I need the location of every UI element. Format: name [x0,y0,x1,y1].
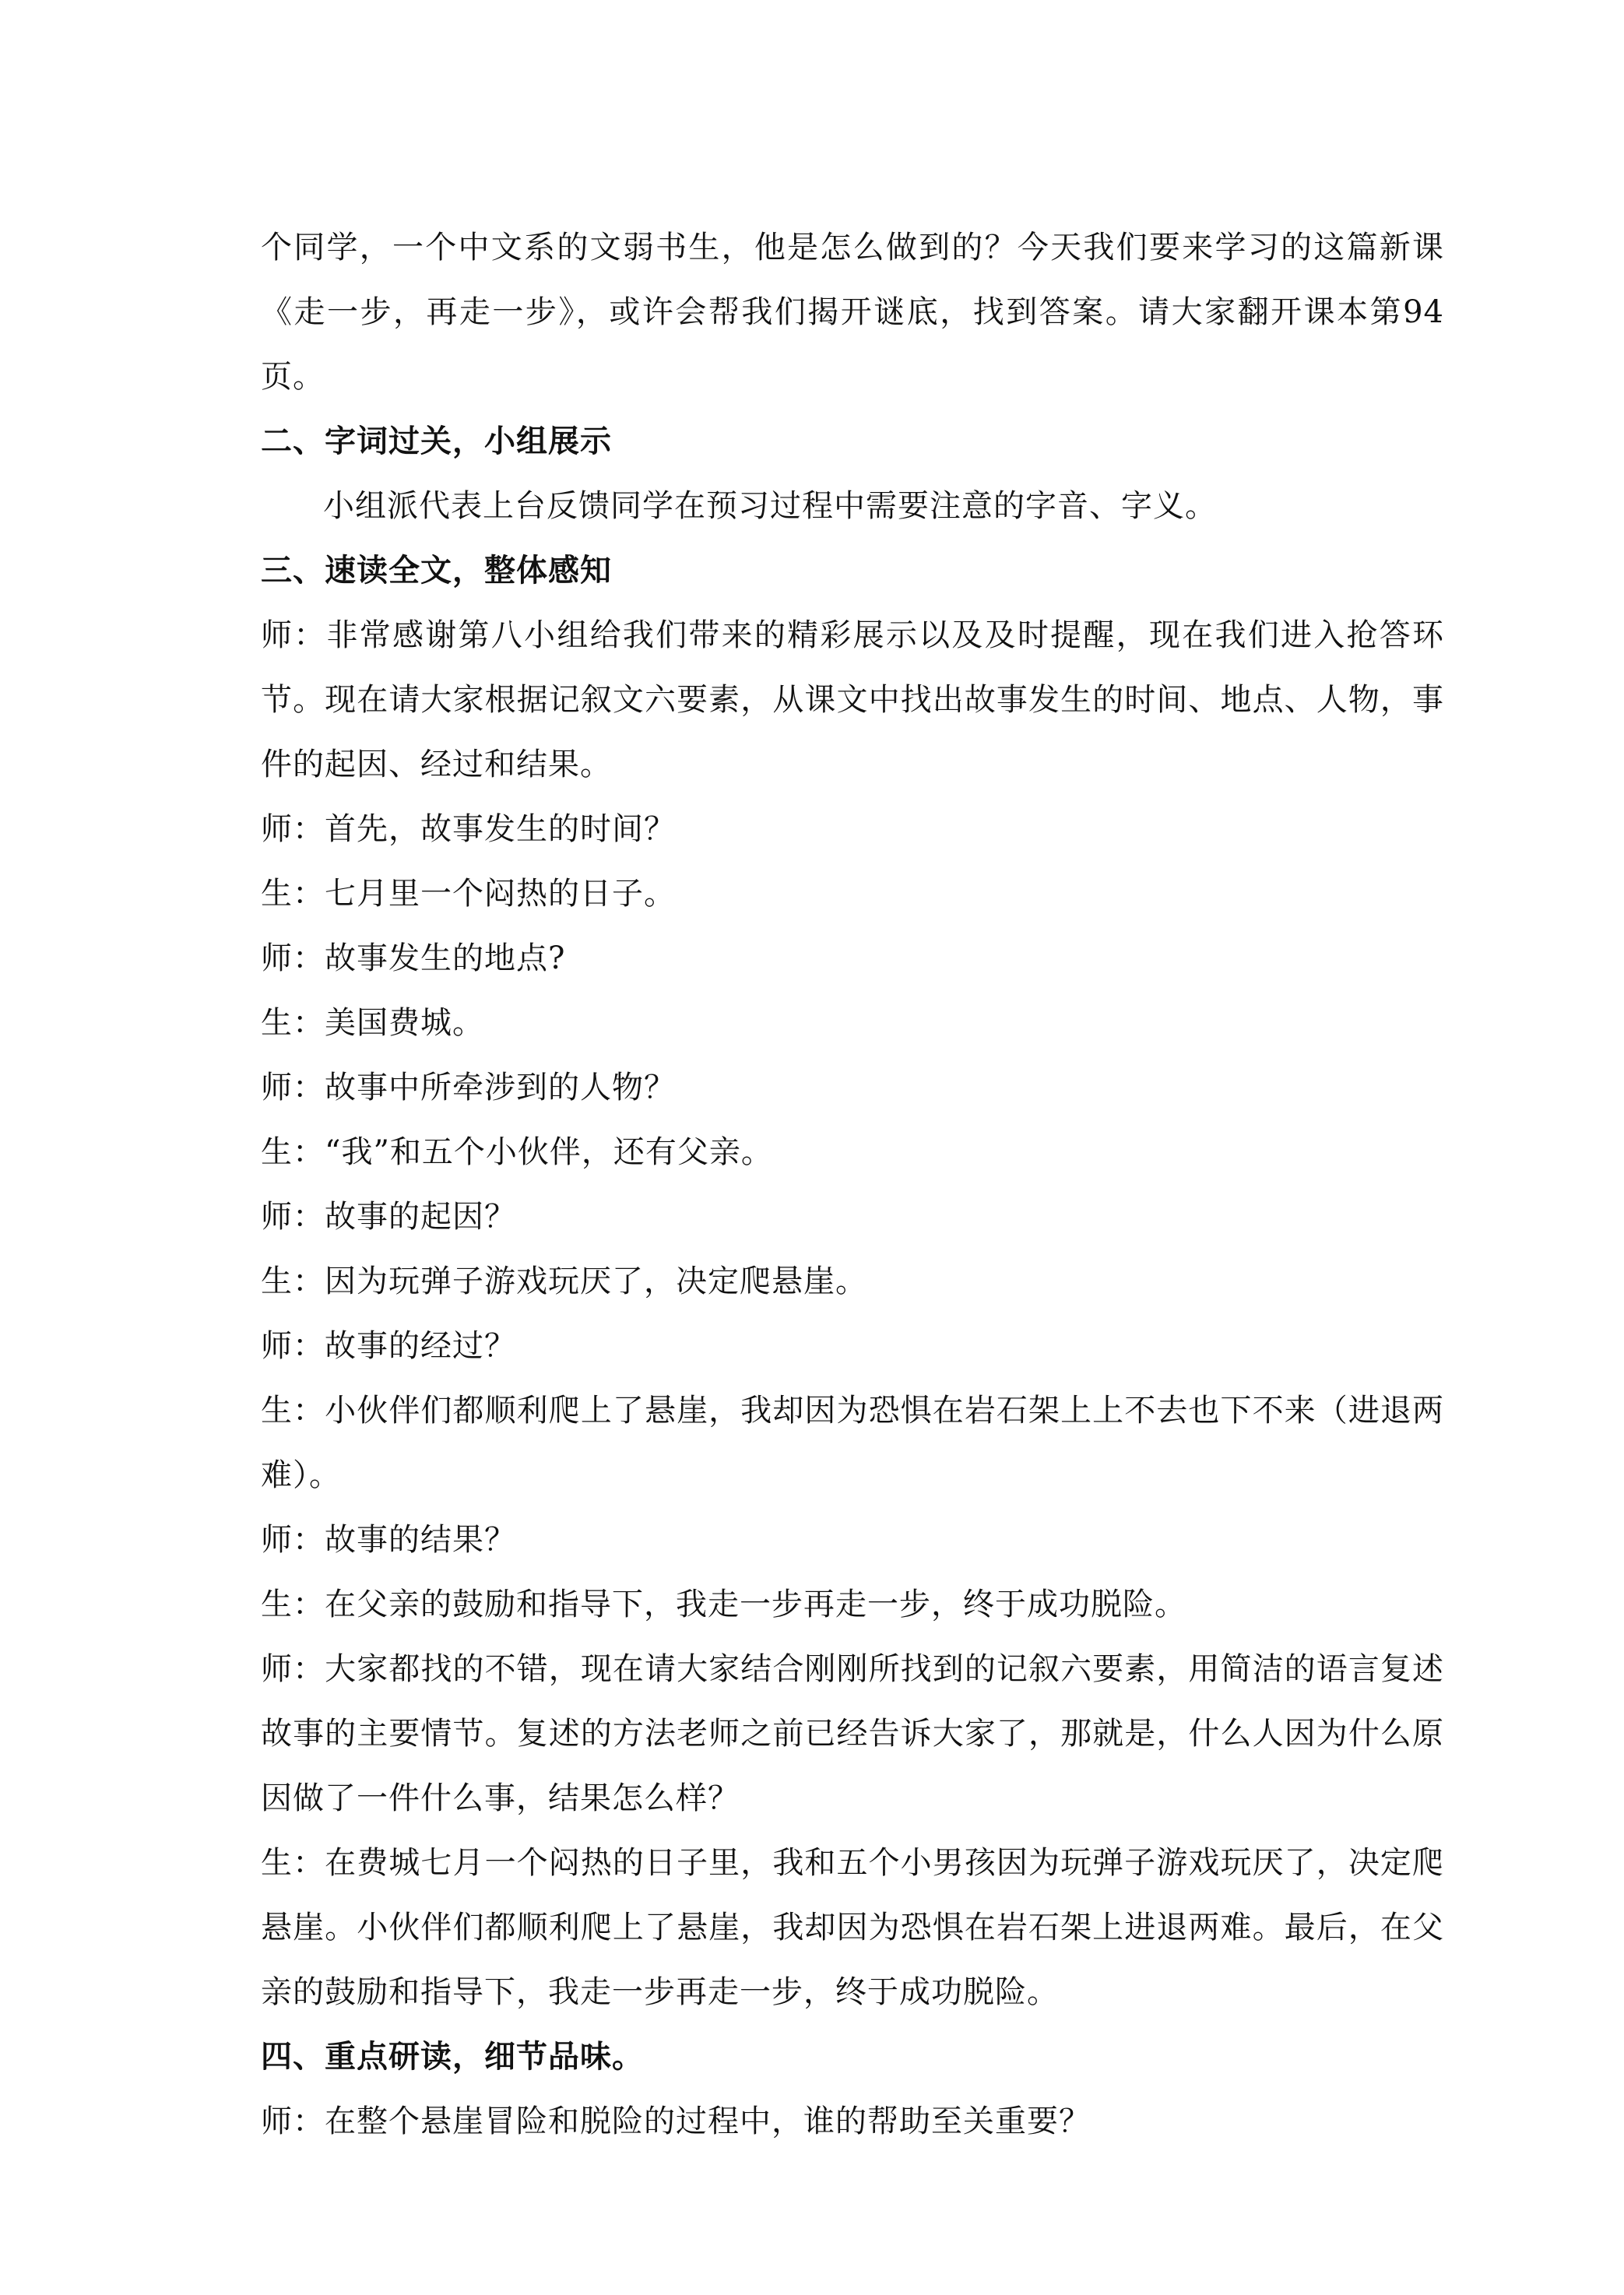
dialogue-line: 师：故事中所牵涉到的人物？ [261,1070,676,1105]
dialogue-line: 师：在整个悬崖冒险和脱险的过程中，谁的帮助至关重要？ [261,2103,1091,2139]
paragraph-group-display: 小组派代表上台反馈同学在预习过程中需要注意的字音、字义。 [323,488,1217,524]
section-heading-2: 二、字词过关，小组展示 [261,424,612,459]
document-body [261,216,1444,2154]
dialogue-line: 生：在父亲的鼓励和指导下，我走一步再走一步，终于成功脱险。 [261,1587,1186,1622]
dialogue-line: 生：小伙伴们都顺利爬上了悬崖，我却因为恐惧在岩石架上上不去也下不来（进退两难）。 [261,1393,1444,1493]
dialogue-line: 师：故事发生的地点? [261,940,566,976]
dialogue-line: 师：故事的起因？ [261,1199,516,1235]
section-heading-4: 四、重点研读，细节品味。 [261,2039,644,2075]
dialogue-line: 师：故事的经过？ [261,1328,516,1364]
dialogue-line: 师：非常感谢第八小组给我们带来的精彩展示以及及时提醒，现在我们进入抢答环节。现在请大家根据记叙文六要素，从课文中找出故事发生的时间、地点、人物，事件的起因、经过和结果。 [261,617,1444,782]
dialogue-line: 生：美国费城。 [261,1005,484,1041]
section-heading-3: 三、速读全文，整体感知 [261,553,612,589]
dialogue-line: 生：七月里一个闷热的日子。 [261,876,676,912]
dialogue-line: 师：故事的结果？ [261,1522,516,1558]
dialogue-line: 生：因为玩弹子游戏玩厌了，决定爬悬崖。 [261,1263,867,1299]
dialogue-line: 生：“我”和五个小伙伴，还有父亲。 [261,1134,773,1170]
dialogue-line: 生：在费城七月一个闷热的日子里，我和五个小男孩因为玩弹子游戏玩厌了，决定爬悬崖。小伙伴们都顺利爬上了悬崖，我却因为恐惧在岩石架上进退两难。最后，在父亲的鼓励和指导下，我走一步再走一步，终于成功脱险。 [261,1845,1444,2010]
paragraph-intro: 个同学，一个中文系的文弱书生，他是怎么做到的？今天我们要来学习的这篇新课《走一步，再走一步》，或许会帮我们揭开谜底，找到答案。请大家翻开课本第94页。 [261,230,1444,395]
dialogue-line: 师：首先，故事发生的时间？ [261,811,676,847]
dialogue-line: 师：大家都找的不错，现在请大家结合刚刚所找到的记叙六要素，用简洁的语言复述故事的主要情节。复述的方法老师之前已经告诉大家了，那就是，什么人因为什么原因做了一件什么事，结果怎么样？ [261,1651,1444,1816]
